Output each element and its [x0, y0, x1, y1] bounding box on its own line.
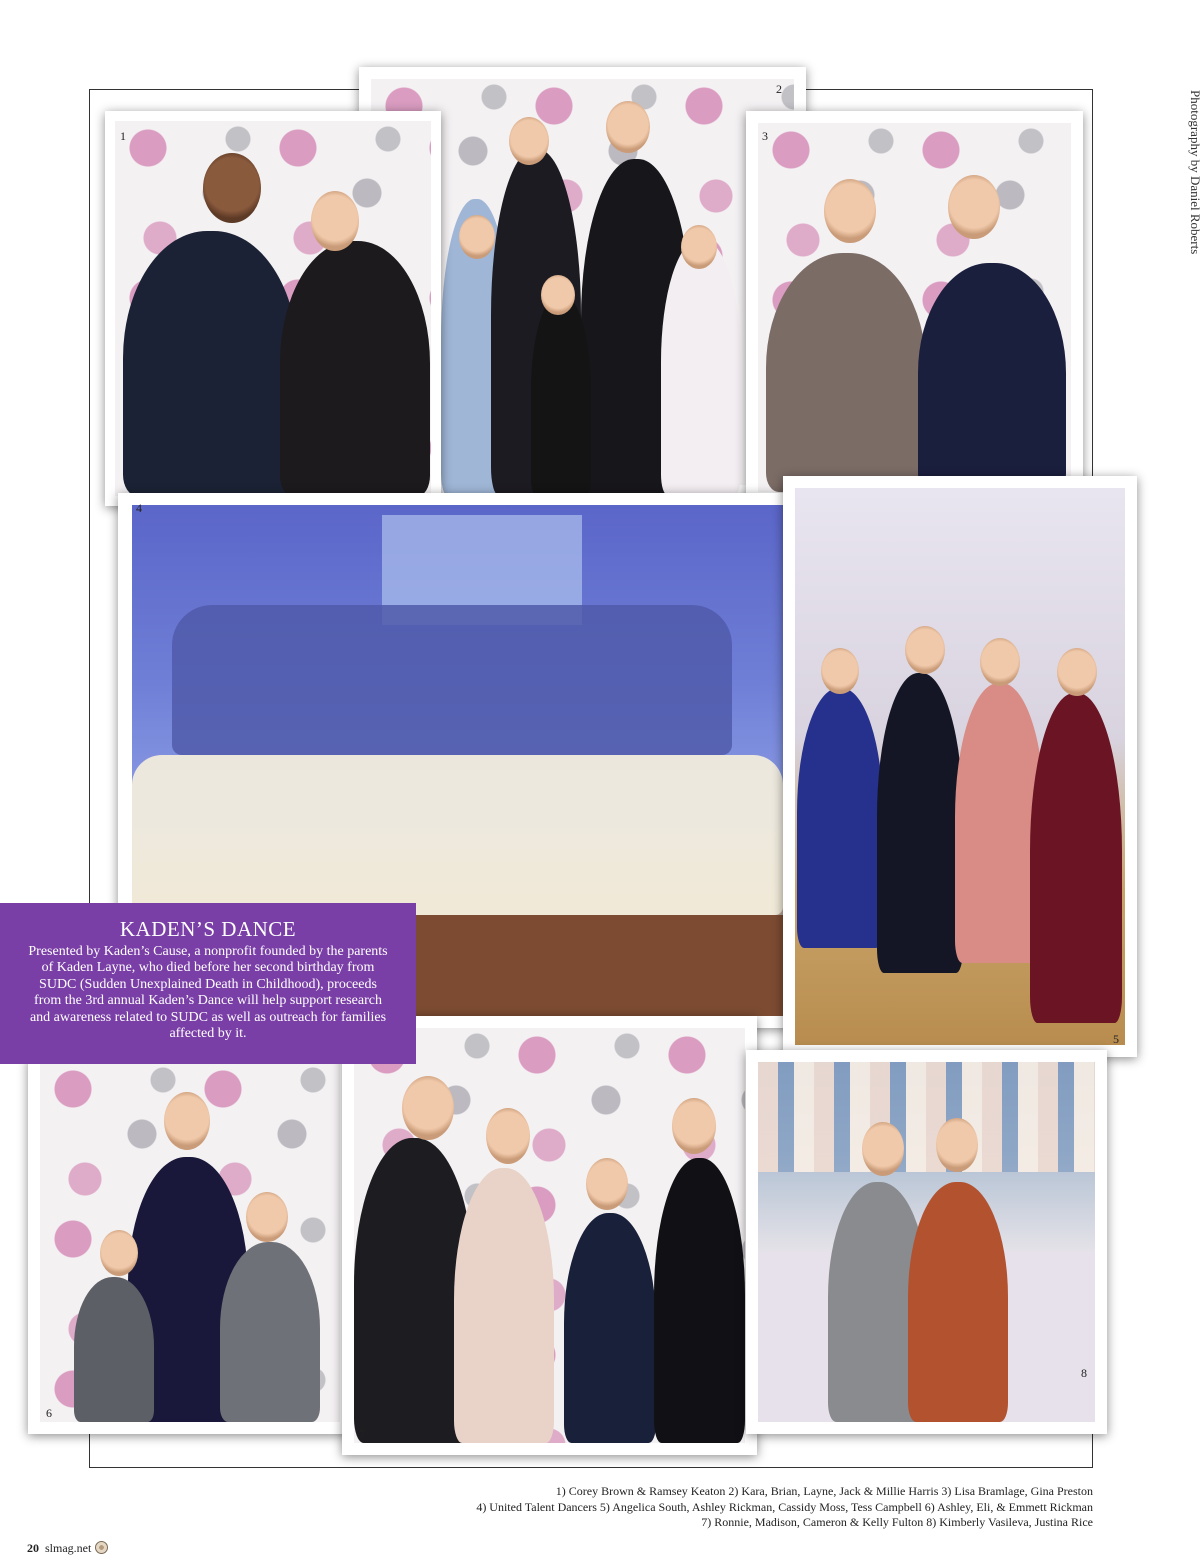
photo-number: 3 — [762, 129, 768, 143]
credits-line: 1) Corey Brown & Ramsey Keaton 2) Kara, Brian, Layne, Jack & Millie Harris 3) Lisa Bramlage, Gina Preston — [555, 1484, 1093, 1498]
page-number: 20 — [27, 1541, 39, 1555]
credits-line: 7) Ronnie, Madison, Cameron & Kelly Fulton 8) Kimberly Vasileva, Justina Rice — [701, 1515, 1093, 1529]
page-footer — [27, 1541, 108, 1556]
photo-number: 7 — [359, 1427, 365, 1441]
photo-3-two-women — [746, 111, 1083, 504]
photo-7-fulton-family — [342, 1016, 757, 1455]
photo-6-mother-and-sons — [28, 1058, 352, 1434]
event-caption-box — [0, 903, 416, 1064]
caption-title: KADEN’S DANCE — [119, 917, 297, 941]
photo-number: 6 — [46, 1406, 52, 1420]
photo-names-credits — [476, 1484, 1093, 1531]
photo-number: 8 — [1081, 1366, 1087, 1380]
photo-8-two-women-table — [746, 1050, 1107, 1434]
photo-1-couple — [105, 111, 441, 506]
photo-number: 1 — [120, 129, 126, 143]
caption-body: Presented by Kaden’s Cause, a nonprofit founded by the parents of Kaden Layne, who died before her second birthday from SUDC (Sudden Unexplained Death in Childhood), proceeds from the 3rd annual Kaden’s Dance will help support research and awareness related to SUDC as well as outreach for families affected by it. — [28, 944, 388, 1042]
photo-number: 4 — [136, 501, 142, 515]
credits-line: 4) United Talent Dancers 5) Angelica South, Ashley Rickman, Cassidy Moss, Tess Campbell 6) Ashley, Eli, & Emmett Rickman — [476, 1499, 1093, 1514]
site-link[interactable]: slmag.net — [45, 1541, 92, 1555]
photo-number: 2 — [776, 82, 782, 96]
photo-number: 5 — [1113, 1032, 1119, 1046]
photo-5-four-women — [783, 476, 1137, 1057]
slmag-logo-icon — [95, 1541, 108, 1554]
photographer-credit: Photography by Daniel Roberts — [1188, 90, 1203, 255]
